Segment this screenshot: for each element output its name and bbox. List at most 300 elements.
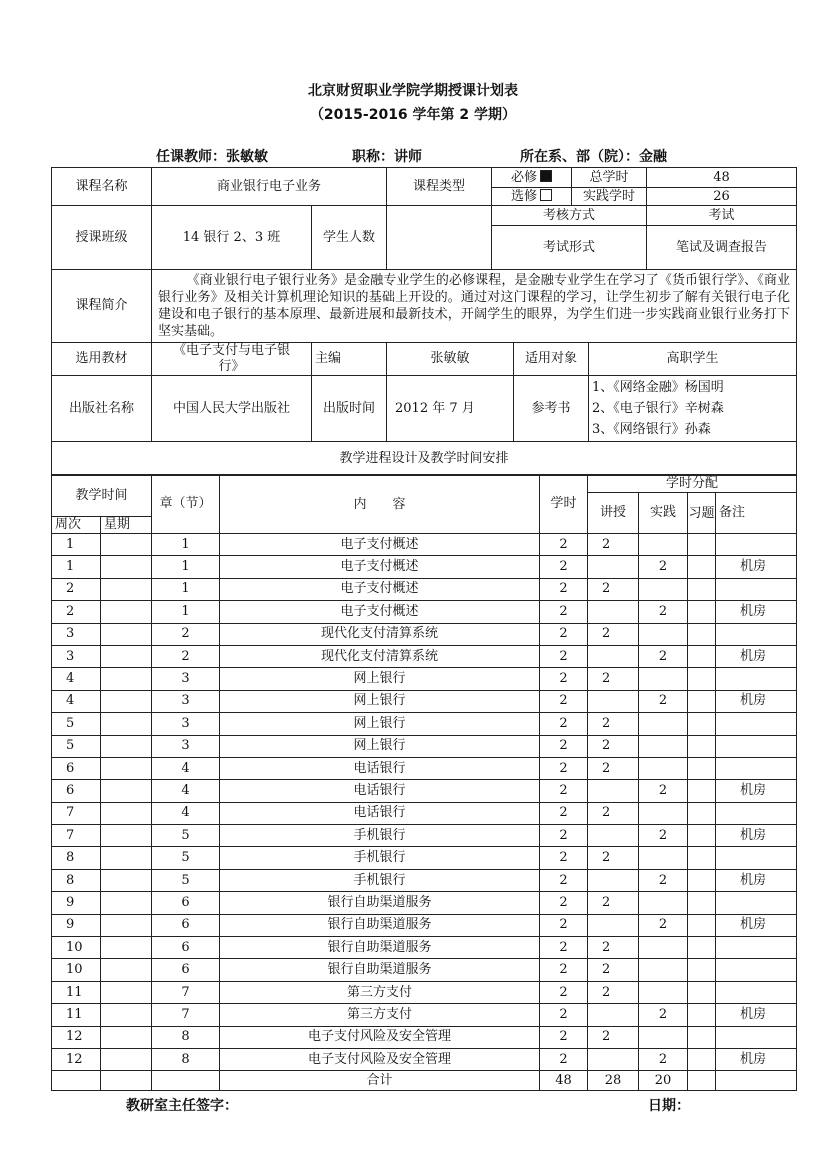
chapter-cell: 6 <box>152 892 220 914</box>
content-cell: 电子支付概述 <box>220 601 540 623</box>
total-hours-label: 总学时 <box>572 168 647 188</box>
exam-label: 考试形式 <box>492 226 647 270</box>
day-cell <box>101 847 152 869</box>
lecture-cell: 2 <box>588 534 639 556</box>
chapter-cell: 8 <box>152 1048 220 1070</box>
textbook-label: 选用教材 <box>52 343 152 376</box>
practice-cell <box>639 892 688 914</box>
lecture-cell: 2 <box>588 847 639 869</box>
practice-cell: 2 <box>639 780 688 802</box>
table-row <box>52 981 797 1003</box>
exercise-cell <box>688 690 716 712</box>
hours-cell: 2 <box>540 556 588 578</box>
hours-cell: 2 <box>540 623 588 645</box>
lecture-cell: 2 <box>588 578 639 600</box>
table-row <box>52 892 797 914</box>
exercise-cell <box>688 937 716 959</box>
hours-cell: 2 <box>540 578 588 600</box>
class-label: 授课班级 <box>52 206 152 270</box>
week-cell: 11 <box>52 1004 101 1026</box>
content-cell: 电话银行 <box>220 802 540 824</box>
lecture-cell <box>588 1048 639 1070</box>
exercise-cell <box>688 847 716 869</box>
practice-cell <box>639 802 688 824</box>
date-label: 日期： <box>648 1098 690 1114</box>
content-cell: 现代化支付清算系统 <box>220 645 540 667</box>
exercise-cell <box>688 981 716 1003</box>
table-row <box>52 959 797 981</box>
week-cell: 10 <box>52 959 101 981</box>
day-cell <box>101 802 152 824</box>
lecture-cell: 2 <box>588 937 639 959</box>
day-cell <box>101 713 152 735</box>
practice-cell: 2 <box>639 1004 688 1026</box>
practice-cell <box>639 534 688 556</box>
lecture-cell <box>588 825 639 847</box>
chapter-cell: 2 <box>152 645 220 667</box>
hours-cell: 2 <box>540 937 588 959</box>
director-signature-label: 教研室主任签字： <box>126 1098 238 1114</box>
week-cell: 6 <box>52 757 101 779</box>
week-cell: 12 <box>52 1026 101 1048</box>
table-row <box>52 1048 797 1070</box>
content-cell: 银行自助渠道服务 <box>220 937 540 959</box>
total-hours: 48 <box>647 168 797 188</box>
exercise-cell <box>688 1004 716 1026</box>
exercise-cell <box>688 1048 716 1070</box>
table-row <box>52 1026 797 1048</box>
assess-label: 考核方式 <box>492 206 647 226</box>
practice-cell <box>639 735 688 757</box>
table-row <box>52 825 797 847</box>
practice-cell: 2 <box>639 645 688 667</box>
table-row <box>52 713 797 735</box>
hours-cell: 2 <box>540 892 588 914</box>
day-cell <box>101 1026 152 1048</box>
day-cell <box>101 937 152 959</box>
content-cell: 电话银行 <box>220 757 540 779</box>
week-cell: 5 <box>52 735 101 757</box>
exercise-cell <box>688 869 716 891</box>
hours-cell: 2 <box>540 981 588 1003</box>
exercise-cell <box>688 959 716 981</box>
note-cell: 机房 <box>716 556 797 578</box>
chapter-cell: 6 <box>152 937 220 959</box>
table-row <box>52 937 797 959</box>
note-cell <box>716 959 797 981</box>
header-week: 周次 <box>52 517 101 534</box>
chapter-cell: 1 <box>152 534 220 556</box>
content-cell: 现代化支付清算系统 <box>220 623 540 645</box>
header-exercise: 习题 <box>688 493 716 534</box>
exercise-cell <box>688 578 716 600</box>
day-cell <box>101 1048 152 1070</box>
rank-info: 职称：讲师 <box>352 149 422 165</box>
lecture-cell: 2 <box>588 713 639 735</box>
note-cell <box>716 802 797 824</box>
total-lecture: 28 <box>588 1071 639 1091</box>
lecture-cell: 2 <box>588 623 639 645</box>
table-row <box>52 780 797 802</box>
audience-label: 适用对象 <box>514 343 589 376</box>
content-cell: 网上银行 <box>220 690 540 712</box>
day-cell <box>101 534 152 556</box>
chapter-cell: 3 <box>152 690 220 712</box>
chapter-cell: 3 <box>152 713 220 735</box>
note-cell <box>716 623 797 645</box>
hours-cell: 2 <box>540 847 588 869</box>
day-cell <box>101 892 152 914</box>
table-row <box>52 601 797 623</box>
table-row <box>52 757 797 779</box>
lecture-cell <box>588 780 639 802</box>
note-cell: 机房 <box>716 1048 797 1070</box>
content-cell: 手机银行 <box>220 847 540 869</box>
header-teaching-time: 教学时间 <box>52 475 152 517</box>
day-cell <box>101 601 152 623</box>
practice-cell <box>639 981 688 1003</box>
day-cell <box>101 690 152 712</box>
hours-cell: 2 <box>540 735 588 757</box>
chapter-cell: 3 <box>152 735 220 757</box>
lecture-cell: 2 <box>588 981 639 1003</box>
students-label: 学生人数 <box>312 206 387 270</box>
practice-hours-label: 实践学时 <box>572 188 647 206</box>
day-cell <box>101 780 152 802</box>
content-cell: 电子支付风险及安全管理 <box>220 1026 540 1048</box>
chapter-cell: 6 <box>152 914 220 936</box>
required-label: 必修 <box>511 169 538 185</box>
lecture-cell: 2 <box>588 802 639 824</box>
elective-label: 选修 <box>511 188 538 204</box>
chapter-cell: 4 <box>152 802 220 824</box>
table-row <box>52 869 797 891</box>
chapter-cell: 6 <box>152 959 220 981</box>
header-hours: 学时 <box>540 475 588 534</box>
exercise-cell <box>688 892 716 914</box>
page-subtitle: （2015-2016 学年第 2 学期） <box>309 107 517 123</box>
hours-cell: 2 <box>540 780 588 802</box>
publisher-value: 中国人民大学出版社 <box>152 376 312 442</box>
class-value: 14 银行 2、3 班 <box>152 206 312 270</box>
chapter-cell: 4 <box>152 757 220 779</box>
practice-cell: 2 <box>639 825 688 847</box>
practice-hours: 26 <box>647 188 797 206</box>
refs-label: 参考书 <box>514 376 589 442</box>
empty-cell <box>101 1071 152 1091</box>
week-cell: 8 <box>52 847 101 869</box>
content-cell: 银行自助渠道服务 <box>220 914 540 936</box>
day-cell <box>101 623 152 645</box>
lecture-cell <box>588 869 639 891</box>
empty-cell <box>52 1071 101 1091</box>
table-row <box>52 914 797 936</box>
lecture-cell: 2 <box>588 892 639 914</box>
day-cell <box>101 869 152 891</box>
lecture-cell <box>588 1004 639 1026</box>
practice-cell <box>639 578 688 600</box>
hours-cell: 2 <box>540 914 588 936</box>
exercise-cell <box>688 668 716 690</box>
week-cell: 7 <box>52 802 101 824</box>
week-cell: 4 <box>52 690 101 712</box>
content-cell: 网上银行 <box>220 668 540 690</box>
note-cell <box>716 578 797 600</box>
practice-cell <box>639 959 688 981</box>
practice-cell: 2 <box>639 1048 688 1070</box>
hours-cell: 2 <box>540 1004 588 1026</box>
textbook-table <box>51 342 797 476</box>
total-hours: 48 <box>540 1071 588 1091</box>
chapter-cell: 2 <box>152 623 220 645</box>
hours-cell: 2 <box>540 869 588 891</box>
header-practice: 实践 <box>639 493 688 534</box>
note-cell: 机房 <box>716 690 797 712</box>
note-cell <box>716 534 797 556</box>
chapter-cell: 5 <box>152 825 220 847</box>
practice-cell: 2 <box>639 914 688 936</box>
table-row <box>52 802 797 824</box>
day-cell <box>101 959 152 981</box>
day-cell <box>101 914 152 936</box>
exercise-cell <box>688 556 716 578</box>
lecture-cell: 2 <box>588 757 639 779</box>
week-cell: 1 <box>52 534 101 556</box>
chapter-cell: 7 <box>152 981 220 1003</box>
note-cell <box>716 981 797 1003</box>
content-cell: 第三方支付 <box>220 981 540 1003</box>
note-cell: 机房 <box>716 780 797 802</box>
day-cell <box>101 825 152 847</box>
table-row <box>52 847 797 869</box>
week-cell: 3 <box>52 623 101 645</box>
content-cell: 电子支付风险及安全管理 <box>220 1048 540 1070</box>
table-row <box>52 534 797 556</box>
header-chapter: 章（节） <box>152 475 220 534</box>
pubdate-value: 2012 年 7 月 <box>387 376 514 442</box>
practice-cell: 2 <box>639 601 688 623</box>
day-cell <box>101 735 152 757</box>
content-cell: 银行自助渠道服务 <box>220 892 540 914</box>
note-cell <box>716 892 797 914</box>
week-cell: 12 <box>52 1048 101 1070</box>
exercise-cell <box>688 802 716 824</box>
exercise-cell <box>688 645 716 667</box>
exercise-cell <box>688 1026 716 1048</box>
table-row <box>52 556 797 578</box>
note-cell <box>716 1026 797 1048</box>
empty-cell <box>688 1071 716 1091</box>
total-practice: 20 <box>639 1071 688 1091</box>
chapter-cell: 1 <box>152 578 220 600</box>
header-lecture: 讲授 <box>588 493 639 534</box>
header-content: 内 容 <box>220 475 540 534</box>
practice-cell <box>639 847 688 869</box>
lecture-cell: 2 <box>588 959 639 981</box>
audience-value: 高职学生 <box>589 343 797 376</box>
table-row <box>52 1004 797 1026</box>
header-hour-allocation: 学时分配 <box>588 475 797 493</box>
exercise-cell <box>688 534 716 556</box>
note-cell: 机房 <box>716 1004 797 1026</box>
table-row <box>52 623 797 645</box>
course-name-label: 课程名称 <box>52 168 152 206</box>
exercise-cell <box>688 780 716 802</box>
week-cell: 4 <box>52 668 101 690</box>
course-info-table <box>51 167 797 343</box>
practice-cell <box>639 937 688 959</box>
note-cell <box>716 668 797 690</box>
day-cell <box>101 1004 152 1026</box>
week-cell: 3 <box>52 645 101 667</box>
lecture-cell: 2 <box>588 668 639 690</box>
week-cell: 6 <box>52 780 101 802</box>
publisher-label: 出版社名称 <box>52 376 152 442</box>
week-cell: 2 <box>52 601 101 623</box>
note-cell: 机房 <box>716 601 797 623</box>
week-cell: 11 <box>52 981 101 1003</box>
practice-cell <box>639 623 688 645</box>
week-cell: 9 <box>52 914 101 936</box>
hours-cell: 2 <box>540 1048 588 1070</box>
practice-cell <box>639 668 688 690</box>
chapter-cell: 1 <box>152 556 220 578</box>
content-cell: 电子支付概述 <box>220 534 540 556</box>
total-row <box>52 1071 797 1091</box>
chapter-cell: 5 <box>152 869 220 891</box>
ref-item: 1、《网络金融》杨国明 <box>592 380 724 395</box>
teacher-info: 任课教师：张敏敏 <box>156 149 268 165</box>
hours-cell: 2 <box>540 690 588 712</box>
hours-cell: 2 <box>540 959 588 981</box>
table-row <box>52 645 797 667</box>
header-day: 星期 <box>101 517 152 534</box>
content-cell: 银行自助渠道服务 <box>220 959 540 981</box>
note-cell: 机房 <box>716 869 797 891</box>
chapter-cell: 7 <box>152 1004 220 1026</box>
practice-cell <box>639 713 688 735</box>
lecture-cell <box>588 601 639 623</box>
note-cell: 机房 <box>716 914 797 936</box>
exercise-cell <box>688 601 716 623</box>
editor-label: 主编 <box>312 343 387 376</box>
exercise-cell <box>688 713 716 735</box>
content-cell: 网上银行 <box>220 713 540 735</box>
required-checkbox[interactable] <box>540 170 552 182</box>
week-cell: 8 <box>52 869 101 891</box>
lecture-cell: 2 <box>588 735 639 757</box>
content-cell: 电话银行 <box>220 780 540 802</box>
empty-cell <box>152 1071 220 1091</box>
page-title: 北京财贸职业学院学期授课计划表 <box>308 83 518 99</box>
students-value <box>387 206 492 270</box>
chapter-cell: 4 <box>152 780 220 802</box>
content-cell: 手机银行 <box>220 869 540 891</box>
table-row <box>52 735 797 757</box>
note-cell: 机房 <box>716 825 797 847</box>
empty-cell <box>716 1071 797 1091</box>
exercise-cell <box>688 914 716 936</box>
ref-item: 3、《网络银行》孙森 <box>592 422 711 437</box>
schedule-table <box>51 474 797 1091</box>
editor-value: 张敏敏 <box>387 343 514 376</box>
exam-value: 笔试及调查报告 <box>647 226 797 270</box>
note-cell <box>716 757 797 779</box>
pubdate-label: 出版时间 <box>312 376 387 442</box>
chapter-cell: 1 <box>152 601 220 623</box>
course-type-label: 课程类型 <box>387 168 492 206</box>
lecture-cell <box>588 645 639 667</box>
note-cell <box>716 735 797 757</box>
total-label: 合计 <box>220 1071 540 1091</box>
day-cell <box>101 556 152 578</box>
practice-cell <box>639 1026 688 1048</box>
day-cell <box>101 578 152 600</box>
content-cell: 第三方支付 <box>220 1004 540 1026</box>
week-cell: 5 <box>52 713 101 735</box>
intro-text: 《商业银行电子银行业务》是金融专业学生的必修课程，是金融专业学生在学习了《货币银行学》、《商业银行业务》及相关计算机理论知识的基础上开设的。通过对这门课程的学习，让学生初步了解有关银行电子化建设和电子银行的基本原理、最新进展和最新技术，开阔学生的眼界，为学生们进一步实践商业银行业务打下坚实基础。 <box>152 270 797 343</box>
lecture-cell <box>588 690 639 712</box>
lecture-cell <box>588 556 639 578</box>
day-cell <box>101 645 152 667</box>
week-cell: 1 <box>52 556 101 578</box>
elective-option[interactable] <box>492 188 572 206</box>
hours-cell: 2 <box>540 645 588 667</box>
day-cell <box>101 757 152 779</box>
week-cell: 10 <box>52 937 101 959</box>
practice-cell <box>639 757 688 779</box>
exercise-cell <box>688 825 716 847</box>
chapter-cell: 5 <box>152 847 220 869</box>
content-cell: 电子支付概述 <box>220 556 540 578</box>
hours-cell: 2 <box>540 713 588 735</box>
required-option[interactable] <box>492 168 572 188</box>
hours-cell: 2 <box>540 668 588 690</box>
hours-cell: 2 <box>540 825 588 847</box>
content-cell: 网上银行 <box>220 735 540 757</box>
department-info: 所在系、部（院）：金融 <box>520 149 667 165</box>
ref-item: 2、《电子银行》辛树森 <box>592 401 724 416</box>
table-row <box>52 668 797 690</box>
table-row <box>52 578 797 600</box>
header-note: 备注 <box>716 493 797 534</box>
textbook-value: 《电子支付与电子银行》 <box>152 343 312 376</box>
practice-cell: 2 <box>639 556 688 578</box>
intro-label: 课程简介 <box>52 270 152 343</box>
practice-cell: 2 <box>639 690 688 712</box>
day-cell <box>101 981 152 1003</box>
note-cell <box>716 937 797 959</box>
day-cell <box>101 668 152 690</box>
assess-value: 考试 <box>647 206 797 226</box>
note-cell <box>716 847 797 869</box>
content-cell: 手机银行 <box>220 825 540 847</box>
week-cell: 9 <box>52 892 101 914</box>
week-cell: 7 <box>52 825 101 847</box>
refs-list <box>589 376 797 442</box>
hours-cell: 2 <box>540 802 588 824</box>
schedule-section-title: 教学进程设计及教学时间安排 <box>52 442 797 476</box>
chapter-cell: 8 <box>152 1026 220 1048</box>
hours-cell: 2 <box>540 534 588 556</box>
lecture-cell: 2 <box>588 1026 639 1048</box>
hours-cell: 2 <box>540 757 588 779</box>
exercise-cell <box>688 757 716 779</box>
elective-checkbox[interactable] <box>540 189 552 201</box>
note-cell: 机房 <box>716 645 797 667</box>
lecture-cell <box>588 914 639 936</box>
content-cell: 电子支付概述 <box>220 578 540 600</box>
